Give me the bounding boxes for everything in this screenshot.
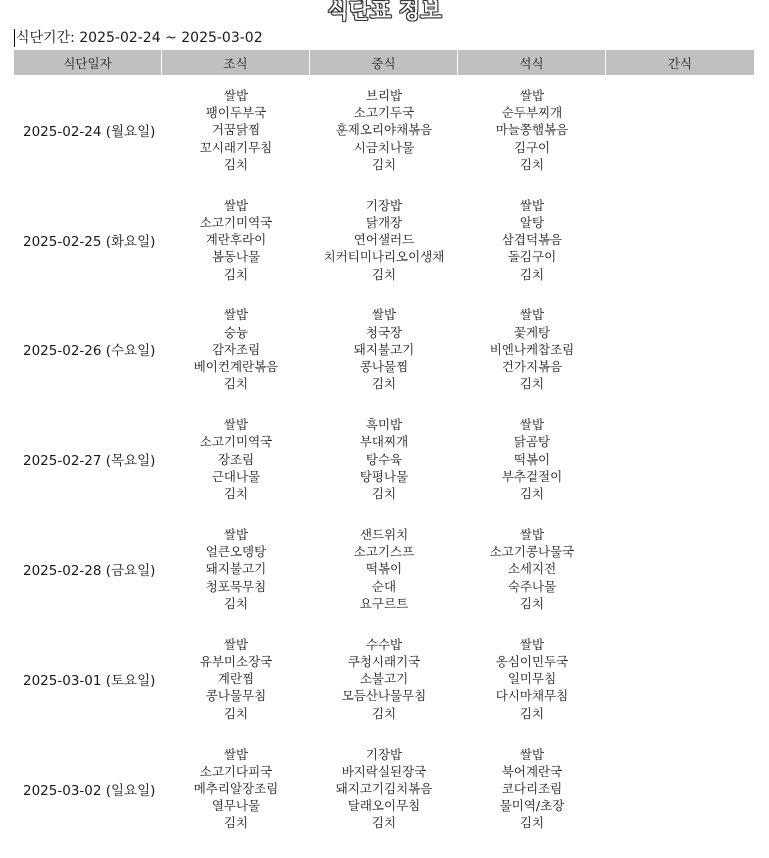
snack-cell bbox=[606, 514, 754, 624]
dish-item: 소고기미역국 bbox=[199, 214, 273, 230]
header-breakfast: 조식 bbox=[162, 50, 310, 75]
dish-item: 쌀밥 bbox=[223, 417, 249, 433]
dish-item: 쌀밥 bbox=[519, 197, 545, 213]
dish-item: 브리밥 bbox=[365, 87, 403, 103]
dish-item: 소고기스프 bbox=[353, 544, 415, 560]
dish-item: 요구르트 bbox=[359, 595, 409, 611]
table-row bbox=[14, 75, 754, 185]
dish-item: 쿠청시래기국 bbox=[347, 654, 421, 670]
dish-item: 김치 bbox=[223, 486, 249, 502]
dish-item: 유부미소장국 bbox=[199, 654, 273, 670]
dish-item: 바지락실된장국 bbox=[341, 763, 427, 779]
meal-date: 2025-02-25 (화요일) bbox=[23, 233, 156, 250]
header-date: 식단일자 bbox=[14, 50, 162, 75]
dish-item: 김치 bbox=[371, 486, 397, 502]
table-row bbox=[14, 734, 754, 844]
dish-item: 김치 bbox=[371, 815, 397, 831]
dinner-cell bbox=[458, 75, 606, 185]
page-title: 식단표 정보 bbox=[327, 0, 442, 24]
dish-item: 김치 bbox=[223, 815, 249, 831]
dish-item: 쌀밥 bbox=[519, 87, 545, 103]
meal-period: 식단기간: 2025-02-24 ~ 2025-03-02 bbox=[16, 30, 263, 46]
table-row bbox=[14, 514, 754, 624]
dish-item: 팽이두부국 bbox=[205, 105, 267, 121]
dish-item: 계란후라이 bbox=[205, 232, 267, 248]
dish-item: 돼지고기김치볶음 bbox=[335, 781, 433, 797]
breakfast-cell bbox=[162, 185, 310, 295]
dish-item: 쌀밥 bbox=[519, 417, 545, 433]
dish-item: 숙주나물 bbox=[507, 578, 557, 594]
dish-item: 마늘쫑햄볶음 bbox=[495, 122, 569, 138]
dinner-cell bbox=[458, 185, 606, 295]
table-row bbox=[14, 185, 754, 295]
dish-item: 수수밥 bbox=[365, 636, 403, 652]
breakfast-cell bbox=[162, 404, 310, 514]
dinner-cell bbox=[458, 734, 606, 844]
dish-item: 순대 bbox=[371, 578, 397, 594]
dish-item: 거꿈닭찜 bbox=[211, 122, 261, 138]
dish-item: 열무나물 bbox=[211, 798, 261, 814]
breakfast-cell bbox=[162, 624, 310, 734]
table-body bbox=[14, 75, 754, 844]
dish-item: 쌀밥 bbox=[519, 527, 545, 543]
dish-item: 장조림 bbox=[217, 451, 255, 467]
dish-item: 옹심이민두국 bbox=[495, 654, 569, 670]
dish-item: 김치 bbox=[519, 705, 545, 721]
dish-item: 순두부찌개 bbox=[501, 105, 563, 121]
snack-cell bbox=[606, 295, 754, 405]
dish-item: 청국장 bbox=[365, 324, 403, 340]
dish-item: 쌀밥 bbox=[223, 307, 249, 323]
dish-item: 김치 bbox=[223, 376, 249, 392]
dish-item: 꼬시래기무침 bbox=[199, 139, 273, 155]
dish-item: 김치 bbox=[519, 376, 545, 392]
meal-date: 2025-03-01 (토요일) bbox=[23, 672, 156, 689]
table-row bbox=[14, 624, 754, 734]
dish-item: 꽃게탕 bbox=[513, 324, 551, 340]
dish-item: 쌀밥 bbox=[223, 527, 249, 543]
meal-date: 2025-02-26 (수요일) bbox=[23, 343, 156, 360]
dish-item: 김치 bbox=[371, 705, 397, 721]
table-row bbox=[14, 295, 754, 405]
dish-item: 김치 bbox=[223, 705, 249, 721]
breakfast-cell bbox=[162, 75, 310, 185]
dish-item: 콩나물찜 bbox=[359, 359, 409, 375]
dish-item: 쌀밥 bbox=[519, 746, 545, 762]
dish-item: 물미역/초장 bbox=[499, 798, 565, 814]
dish-item: 소고기콩나물국 bbox=[489, 544, 575, 560]
dish-item: 김구이 bbox=[513, 139, 551, 155]
dish-item: 시금치나물 bbox=[353, 139, 415, 155]
meal-date: 2025-02-27 (목요일) bbox=[23, 453, 156, 470]
dish-item: 쌀밥 bbox=[519, 307, 545, 323]
meal-table bbox=[14, 50, 754, 844]
dish-item: 소불고기 bbox=[359, 671, 409, 687]
dish-item: 떡볶이 bbox=[513, 451, 551, 467]
meal-date: 2025-03-02 (일요일) bbox=[23, 782, 156, 799]
dish-item: 메추리알장조림 bbox=[193, 781, 279, 797]
header-snack: 간식 bbox=[606, 50, 754, 75]
dish-item: 쌀밥 bbox=[223, 87, 249, 103]
dish-item: 김치 bbox=[519, 266, 545, 282]
header-dinner: 석식 bbox=[458, 50, 606, 75]
dish-item: 쌀밥 bbox=[371, 307, 397, 323]
lunch-cell bbox=[310, 295, 458, 405]
breakfast-cell bbox=[162, 734, 310, 844]
dish-item: 연어샐러드 bbox=[353, 232, 415, 248]
dish-item: 쌀밥 bbox=[519, 636, 545, 652]
snack-cell bbox=[606, 404, 754, 514]
dish-item: 숭늉 bbox=[223, 324, 249, 340]
dish-item: 탕수육 bbox=[365, 451, 403, 467]
dish-item: 탕평나물 bbox=[359, 468, 409, 484]
dish-item: 달래오이무침 bbox=[347, 798, 421, 814]
snack-cell bbox=[606, 624, 754, 734]
dish-item: 훈제오리야채볶음 bbox=[335, 122, 433, 138]
table-header-row bbox=[14, 50, 754, 75]
dish-item: 치커티미나리오이생채 bbox=[323, 249, 445, 265]
dish-item: 콩나물무침 bbox=[205, 688, 267, 704]
dinner-cell bbox=[458, 624, 606, 734]
dinner-cell bbox=[458, 295, 606, 405]
dish-item: 떡볶이 bbox=[365, 561, 403, 577]
dish-item: 근대나물 bbox=[211, 468, 261, 484]
lunch-cell bbox=[310, 185, 458, 295]
dish-item: 다시마채무침 bbox=[495, 688, 569, 704]
dinner-cell bbox=[458, 514, 606, 624]
lunch-cell bbox=[310, 624, 458, 734]
lunch-cell bbox=[310, 404, 458, 514]
dish-item: 닭개장 bbox=[365, 214, 403, 230]
dish-item: 김치 bbox=[519, 156, 545, 172]
snack-cell bbox=[606, 185, 754, 295]
dish-item: 샌드위치 bbox=[359, 527, 409, 543]
dish-item: 기장밥 bbox=[365, 197, 403, 213]
dish-item: 흑미밥 bbox=[365, 417, 403, 433]
dish-item: 돼지불고기 bbox=[205, 561, 267, 577]
dish-item: 쌀밥 bbox=[223, 746, 249, 762]
dish-item: 김치 bbox=[519, 815, 545, 831]
lunch-cell bbox=[310, 75, 458, 185]
dish-item: 소고기두국 bbox=[353, 105, 415, 121]
meal-date: 2025-02-24 (월요일) bbox=[23, 123, 156, 140]
meal-date: 2025-02-28 (금요일) bbox=[23, 563, 156, 580]
dish-item: 김치 bbox=[223, 156, 249, 172]
snack-cell bbox=[606, 734, 754, 844]
lunch-cell bbox=[310, 734, 458, 844]
dish-item: 닭곰탕 bbox=[513, 434, 551, 450]
dish-item: 소고기미역국 bbox=[199, 434, 273, 450]
table-row bbox=[14, 404, 754, 514]
dish-item: 청포묵무침 bbox=[205, 578, 267, 594]
dish-item: 돼지불고기 bbox=[353, 341, 415, 357]
dish-item: 돌김구이 bbox=[507, 249, 557, 265]
dish-item: 북어계란국 bbox=[501, 763, 563, 779]
dish-item: 김치 bbox=[371, 156, 397, 172]
dish-item: 쌀밥 bbox=[223, 636, 249, 652]
dish-item: 부추겉절이 bbox=[501, 468, 563, 484]
breakfast-cell bbox=[162, 514, 310, 624]
dish-item: 감자조림 bbox=[211, 341, 261, 357]
dish-item: 소세지전 bbox=[507, 561, 557, 577]
dish-item: 코다리조림 bbox=[501, 781, 563, 797]
dish-item: 비엔나케찹조림 bbox=[489, 341, 575, 357]
dish-item: 계란찜 bbox=[217, 671, 255, 687]
dish-item: 건가지볶음 bbox=[501, 359, 563, 375]
dish-item: 쌀밥 bbox=[223, 197, 249, 213]
breakfast-cell bbox=[162, 295, 310, 405]
dish-item: 김치 bbox=[371, 266, 397, 282]
dish-item: 김치 bbox=[519, 595, 545, 611]
dish-item: 기장밥 bbox=[365, 746, 403, 762]
dish-item: 부대찌개 bbox=[359, 434, 409, 450]
header-lunch: 중식 bbox=[310, 50, 458, 75]
lunch-cell bbox=[310, 514, 458, 624]
dish-item: 봄동나물 bbox=[211, 249, 261, 265]
dish-item: 김치 bbox=[223, 595, 249, 611]
dish-item: 베이컨계란볶음 bbox=[193, 359, 279, 375]
dish-item: 얼큰오뎅탕 bbox=[205, 544, 267, 560]
dish-item: 알탕 bbox=[519, 214, 545, 230]
dish-item: 김치 bbox=[371, 376, 397, 392]
dish-item: 삼겹덕볶음 bbox=[501, 232, 563, 248]
snack-cell bbox=[606, 75, 754, 185]
dish-item: 소고기다피국 bbox=[199, 763, 273, 779]
dish-item: 김치 bbox=[223, 266, 249, 282]
dish-item: 김치 bbox=[519, 486, 545, 502]
dish-item: 모듬산나물무침 bbox=[341, 688, 427, 704]
dinner-cell bbox=[458, 404, 606, 514]
dish-item: 일미무침 bbox=[507, 671, 557, 687]
